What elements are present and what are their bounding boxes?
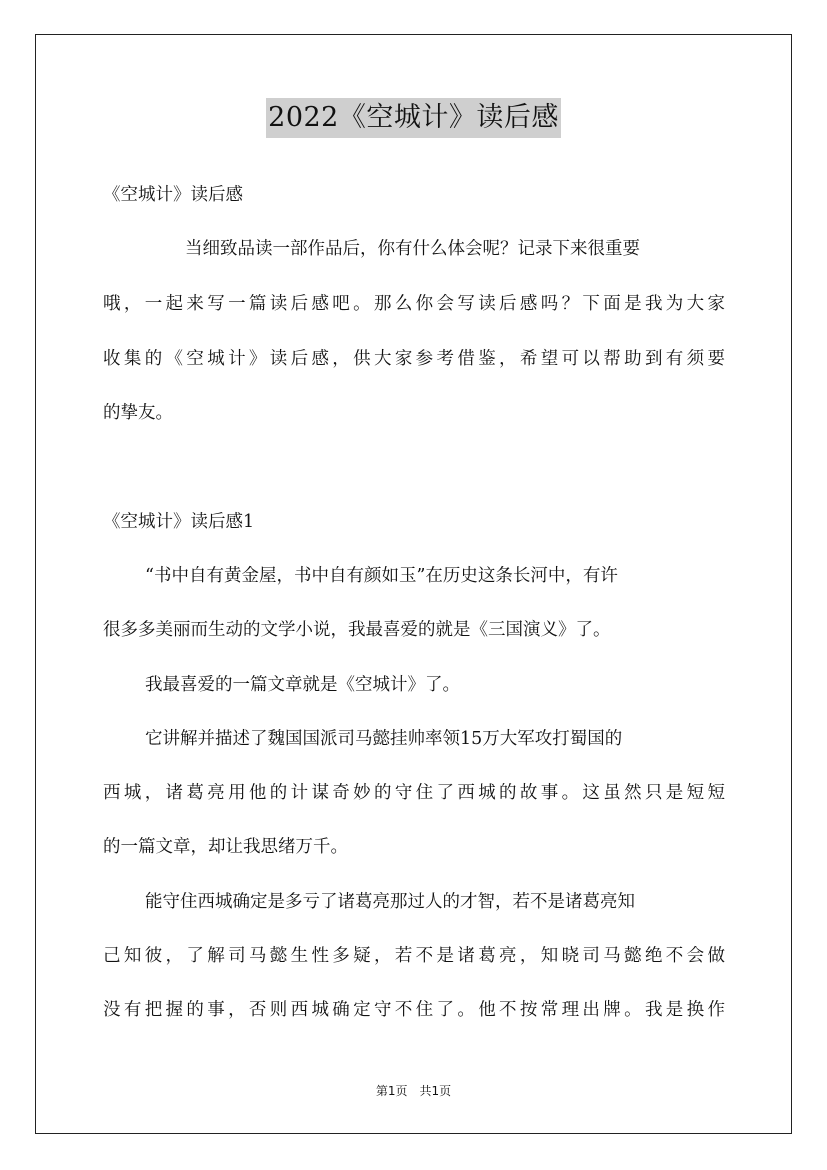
body-line: 西城，诸葛亮用他的计谋奇妙的守住了西城的故事。这虽然只是短短: [103, 783, 725, 803]
body-line: 没有把握的事，否则西城确定守不住了。他不按常理出牌。我是换作: [103, 1000, 725, 1020]
body-line: “书中自有黄金屋，书中自有颜如玉”在历史这条长河中，有许: [145, 566, 618, 586]
body-line: 它讲解并描述了魏国国派司马懿挂帅率领15万大军攻打蜀国的: [145, 729, 623, 749]
body-line: 己知彼，了解司马懿生性多疑，若不是诸葛亮，知晓司马懿绝不会做: [103, 946, 725, 966]
body-line: 当细致品读一部作品后，你有什么体会呢？记录下来很重要: [185, 239, 640, 259]
section-heading: 《空城计》读后感1: [103, 512, 255, 532]
subtitle-line: 《空城计》读后感: [103, 185, 243, 205]
page-footer: 第1页 共1页: [375, 1084, 452, 1098]
body-line: 哦，一起来写一篇读后感吧。那么你会写读后感吗？下面是我为大家: [103, 294, 725, 314]
body-line: 的挚友。: [103, 403, 173, 423]
body-line: 收集的《空城计》读后感，供大家参考借鉴，希望可以帮助到有须要: [103, 349, 725, 369]
document-title: 2022《空城计》读后感: [266, 98, 561, 138]
body-line: 的一篇文章，却让我思绪万千。: [103, 837, 348, 857]
body-line: 我最喜爱的一篇文章就是《空城计》了。: [145, 675, 460, 695]
body-line: 很多多美丽而生动的文学小说，我最喜爱的就是《三国演义》了。: [103, 620, 611, 640]
title-wrapper: [0, 98, 827, 138]
body-line: 能守住西城确定是多亏了诸葛亮那过人的才智，若不是诸葛亮知: [145, 892, 635, 912]
